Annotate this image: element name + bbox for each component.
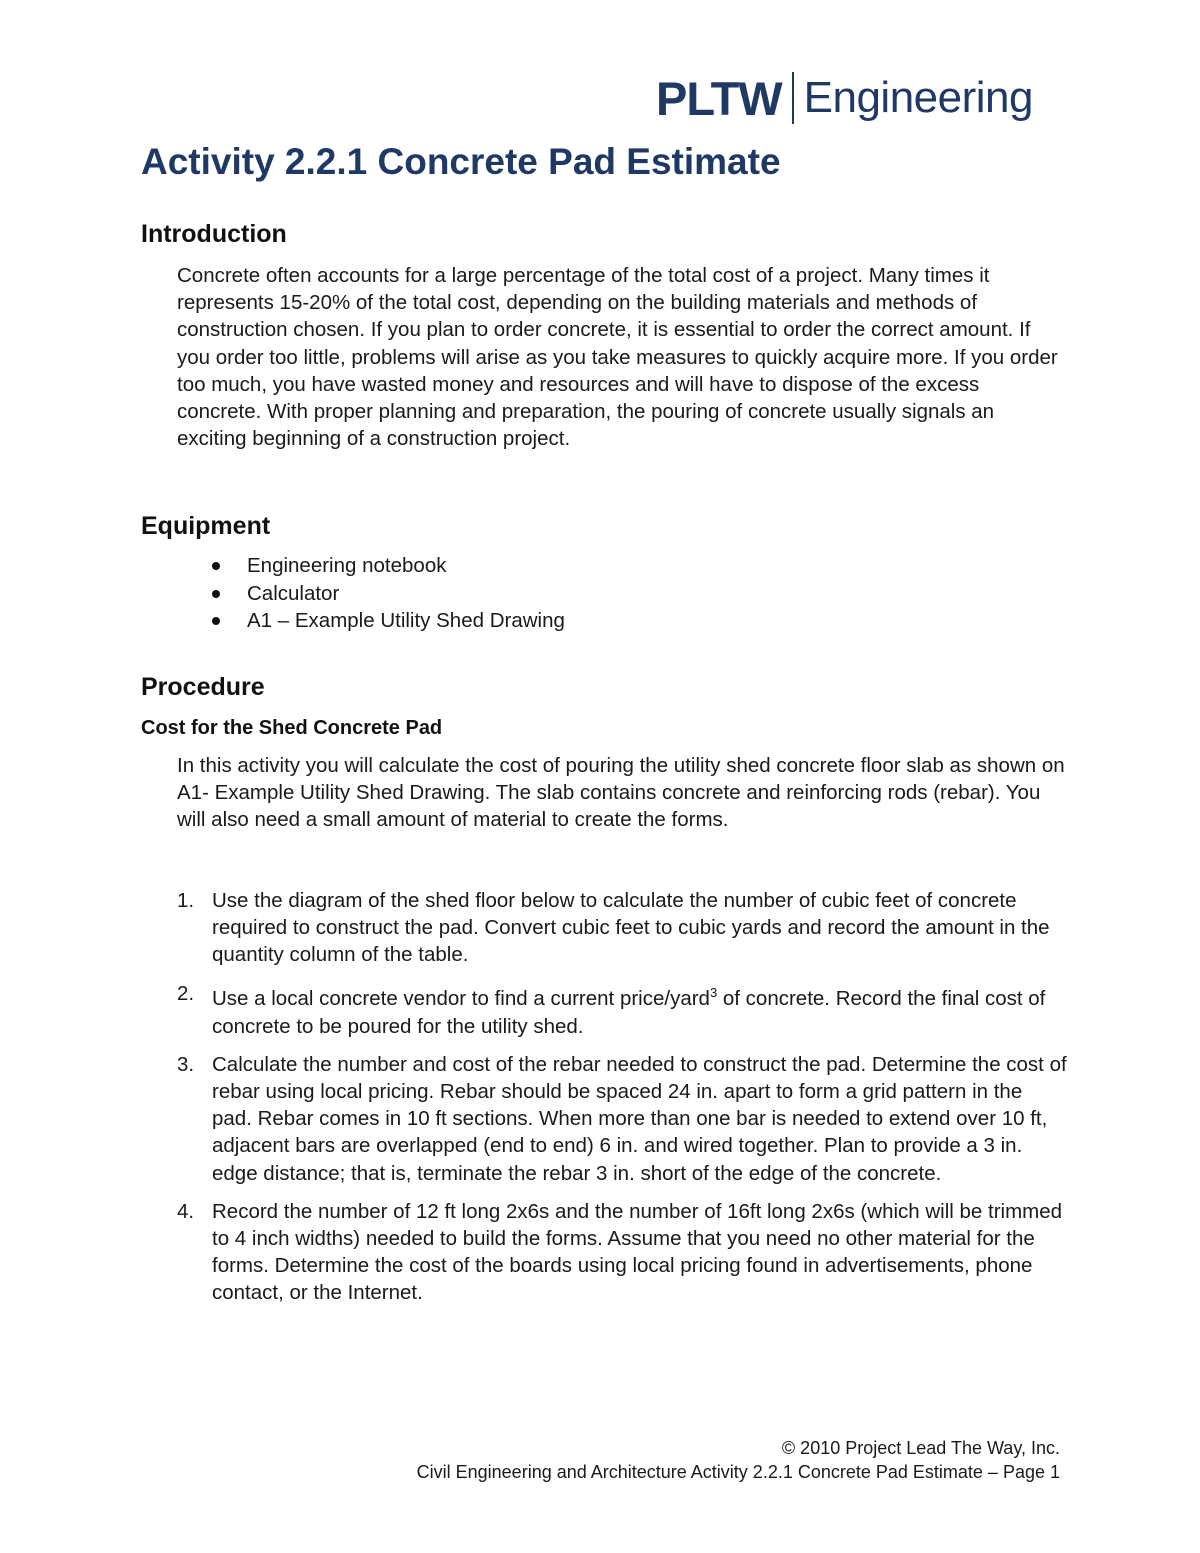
page-footer (417, 1436, 1060, 1484)
list-item (177, 580, 565, 608)
step-text: Calculate the number and cost of the rebar needed to construct the pad. Determine the cost of rebar using local pricing. Rebar should be spaced 24 in. apart to form a grid pattern in the pad. Rebar comes in 10 ft sections. When more than one bar is needed to extend over 10 ft, adjacent bars are overlapped (end to end) 6 in. and wired together. Plan to provide a 3 in. edge distance; that is, terminate the rebar 3 in. short of the edge of the concrete. (212, 1052, 1067, 1185)
equipment-heading: Equipment (141, 512, 271, 540)
procedure-subheading: Cost for the Shed Concrete Pad (141, 717, 443, 739)
procedure-steps (177, 887, 1067, 1318)
footer-page-line: Civil Engineering and Architecture Activity 2.2.1 Concrete Pad Estimate – Page 1 (416, 1462, 1060, 1482)
equipment-list (177, 552, 565, 635)
list-item (177, 980, 1067, 1040)
introduction-text: Concrete often accounts for a large percentage of the total cost of a project. Many times it represents 15-20% of the total cost, depending on the building materials and methods of construction chosen. If you plan to order concrete, it is essential to order the correct amount. If you order too little, problems will arise as you take measures to quickly acquire more. If you order too much, you have wasted money and resources and will have to dispose of the excess concrete. With proper planning and preparation, the pouring of concrete usually signals an exciting beginning of a construction project. (177, 264, 1058, 451)
bullet-icon (212, 562, 220, 570)
list-item (177, 552, 565, 580)
list-item (177, 1198, 1067, 1307)
step-text-after: of concrete. Record the final cost of concrete to be poured for the utility shed. (212, 987, 1046, 1038)
step-number: 1. (177, 889, 195, 912)
introduction-heading: Introduction (141, 220, 287, 248)
list-item (177, 607, 565, 635)
list-item (177, 887, 1067, 969)
logo-brand: PLTW (656, 71, 782, 125)
logo-subtitle: Engineering (803, 73, 1033, 122)
step-number: 4. (177, 1199, 195, 1223)
equipment-item-label: Engineering notebook (247, 554, 447, 577)
equipment-item-label: A1 – Example Utility Shed Drawing (247, 609, 565, 632)
step-text: Use the diagram of the shed floor below to calculate the number of cubic feet of concrete required to construct the pad. Convert cubic feet to cubic yards and record the amount in the quantity column of the table. (212, 889, 1050, 967)
footer-copyright: © 2010 Project Lead The Way, Inc. (781, 1438, 1060, 1458)
step-number: 2. (177, 981, 195, 1005)
logo-divider (792, 72, 794, 124)
list-item (177, 1051, 1067, 1187)
bullet-icon (212, 617, 220, 625)
step-text-before: Use a local concrete vendor to find a current price/yard (212, 987, 710, 1011)
pltw-engineering-logo (656, 70, 1033, 126)
equipment-item-label: Calculator (247, 581, 340, 605)
page-title: Activity 2.2.1 Concrete Pad Estimate (141, 141, 781, 182)
step-number: 3. (177, 1052, 195, 1076)
step-text: Record the number of 12 ft long 2x6s and the number of 16ft long 2x6s (which will be trimmed to 4 inch widths) needed to build the forms. Assume that you need no other material for the forms. Determine the cost of the boards using local pricing found in advertisements, phone contact, or the Internet. (212, 1199, 1063, 1305)
step-text (212, 987, 1045, 1037)
superscript: 3 (709, 985, 718, 1001)
procedure-intro: In this activity you will calculate the cost of pouring the utility shed concrete floor slab as shown on A1- Example Utility Shed Drawing. The slab contains concrete and reinforcing rods (rebar). You will also need a small amount of material to create the forms. (177, 754, 1065, 832)
procedure-heading: Procedure (141, 673, 265, 701)
bullet-icon (212, 590, 220, 598)
